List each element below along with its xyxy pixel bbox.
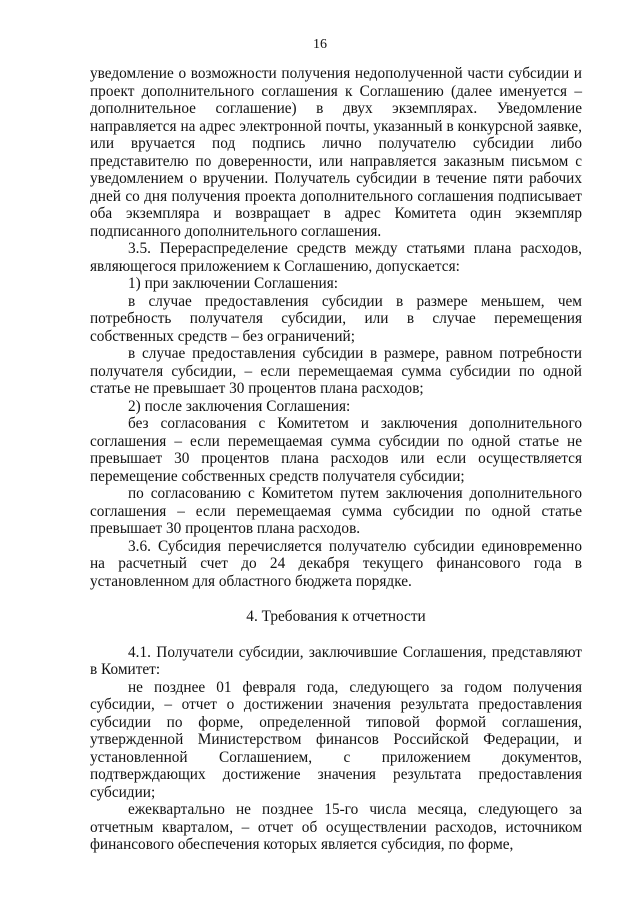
paragraph: 2) после заключения Соглашения: <box>128 397 351 415</box>
paragraph: в случае предоставления субсидии в размере меньшем, чем потребность получателя субсидии, или в случае перемещения собственных средств – без ограничений; <box>90 292 582 345</box>
paragraph: в случае предоставления субсидии в размере, равном потребности получателя субсидии, – если перемещаемая сумма субсидии по одной статье не превышает 30 процентов плана расходов; <box>90 345 582 397</box>
paragraph: 4.1. Получатели субсидии, заключившие Соглашения, представляют в Комитет: <box>90 643 582 678</box>
paragraph: 3.5. Перераспределение средств между статьями плана расходов, являющегося приложением к Соглашению, допускается: <box>90 240 582 275</box>
page-number: 16 <box>313 37 327 52</box>
paragraph: не позднее 01 февраля года, следующего за годом получения субсидии, – отчет о достижении значения результата предоставления субсидии по форме, определенной типовой формой соглашения, утвержденной Министерством финансов Российской Федерации, и установленной Соглашением, с приложением документов, подтверждающих достижение значения результата предоставления субсидии; <box>90 678 582 801</box>
document-body <box>90 65 582 854</box>
paragraph: 1) при заключении Соглашения: <box>128 275 339 292</box>
section-heading: 4. Требования к отчетности <box>246 608 426 625</box>
paragraph: уведомление о возможности получения недополученной части субсидии и проект дополнительного соглашения к Соглашению (далее именуется – дополнительное соглашение) в двух экземплярах. Уведомление направляется на адрес электронной почты, указанный в конкурсной заявке, или вручается под подпись лично получателю субсидии либо представителю по доверенности, или направляется заказным письмом с уведомлением о вручении. Получатель субсидии в течение пяти рабочих дней со дня получения проекта дополнительного соглашения подписывает оба экземпляра и возвращает в адрес Комитета один экземпляр подписанного дополнительного соглашения. <box>90 65 582 240</box>
paragraph: по согласованию с Комитетом путем заключения дополнительного соглашения – если перемещаемая сумма субсидии по одной статье превышает 30 процентов плана расходов. <box>90 485 582 537</box>
paragraph: ежеквартально не позднее 15-го числа месяца, следующего за отчетным кварталом, – отчет об осуществлении расходов, источником финансового обеспечения которых является субсидия, по форме, <box>90 801 582 853</box>
paragraph: без согласования с Комитетом и заключения дополнительного соглашения – если перемещаемая сумма субсидии по одной статье не превышает 30 процентов плана расходов или если осуществляется перемещение собственных средств получателя субсидии; <box>90 415 582 485</box>
paragraph: 3.6. Субсидия перечисляется получателю субсидии единовременно на расчетный счет до 24 декабря текущего финансового года в установленном для областного бюджета порядке. <box>90 537 582 590</box>
